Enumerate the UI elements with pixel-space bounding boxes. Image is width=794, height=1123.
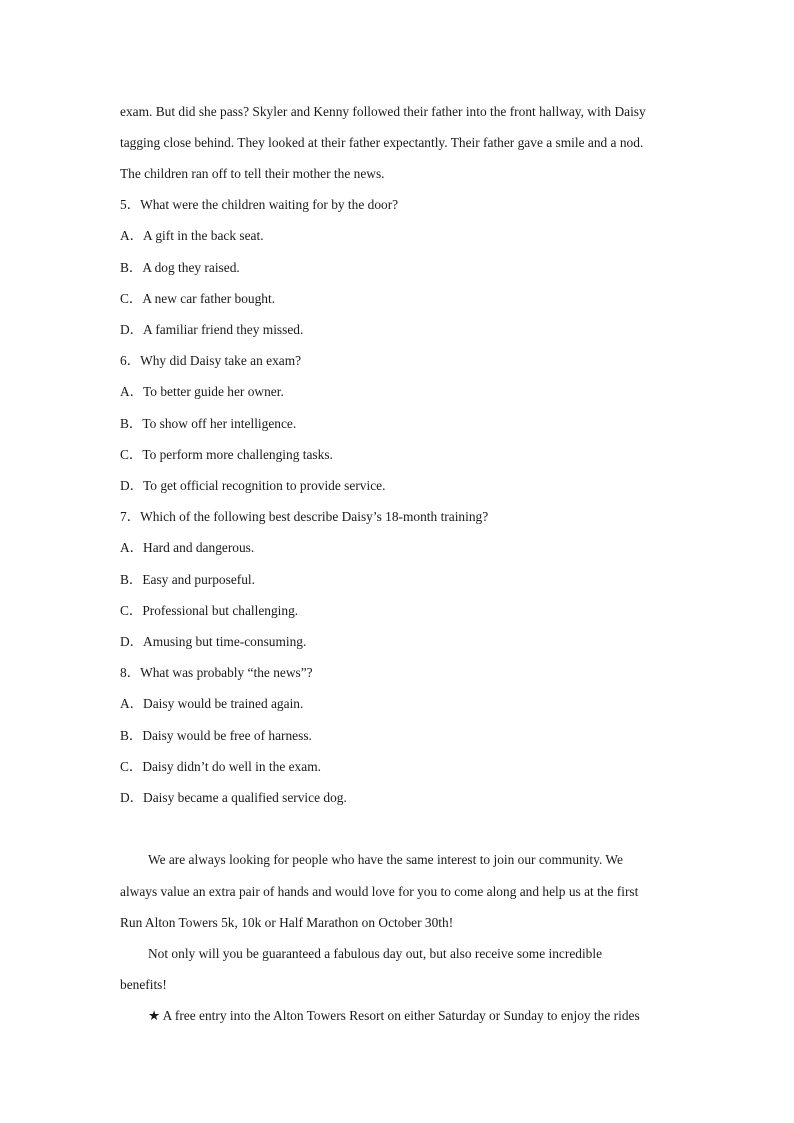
question-stem: 6．Why did Daisy take an exam? <box>120 353 302 368</box>
answer-option: A．A gift in the back seat. <box>120 228 264 243</box>
passage-line: The children ran off to tell their mother the news. <box>120 166 385 181</box>
answer-option: B．To show off her intelligence. <box>120 416 297 431</box>
passage-line: always value an extra pair of hands and would love for you to come along and help us at the first <box>120 884 639 899</box>
answer-option: A．Hard and dangerous. <box>120 540 255 555</box>
answer-option: D．Daisy became a qualified service dog. <box>120 790 347 805</box>
answer-option: B．A dog they raised. <box>120 260 240 275</box>
answer-option: C．Professional but challenging. <box>120 603 299 618</box>
answer-option: A．To better guide her owner. <box>120 384 284 399</box>
passage-line: Run Alton Towers 5k, 10k or Half Marathon on October 30th! <box>120 915 454 930</box>
passage-line: benefits! <box>120 977 167 992</box>
bullet-line: ★ A free entry into the Alton Towers Resort on either Saturday or Sunday to enjoy the rides <box>148 1008 640 1023</box>
answer-option: B．Easy and purposeful. <box>120 572 255 587</box>
passage-line: tagging close behind. They looked at their father expectantly. Their father gave a smile and a nod. <box>120 135 644 150</box>
answer-option: D．To get official recognition to provide service. <box>120 478 386 493</box>
answer-option: C．A new car father bought. <box>120 291 276 306</box>
passage-line: exam. But did she pass? Skyler and Kenny followed their father into the front hallway, with Daisy <box>120 104 646 119</box>
answer-option: D．A familiar friend they missed. <box>120 322 304 337</box>
answer-option: A．Daisy would be trained again. <box>120 696 304 711</box>
passage-line: We are always looking for people who have the same interest to join our community. We <box>148 852 623 867</box>
answer-option: B．Daisy would be free of harness. <box>120 728 312 743</box>
question-stem: 7．Which of the following best describe Daisy’s 18-month training? <box>120 509 489 524</box>
question-stem: 5．What were the children waiting for by the door? <box>120 197 399 212</box>
question-stem: 8．What was probably “the news”? <box>120 665 313 680</box>
passage-line: Not only will you be guaranteed a fabulous day out, but also receive some incredible <box>148 946 603 961</box>
answer-option: D．Amusing but time-consuming. <box>120 634 307 649</box>
answer-option: C．Daisy didn’t do well in the exam. <box>120 759 321 774</box>
answer-option: C．To perform more challenging tasks. <box>120 447 333 462</box>
